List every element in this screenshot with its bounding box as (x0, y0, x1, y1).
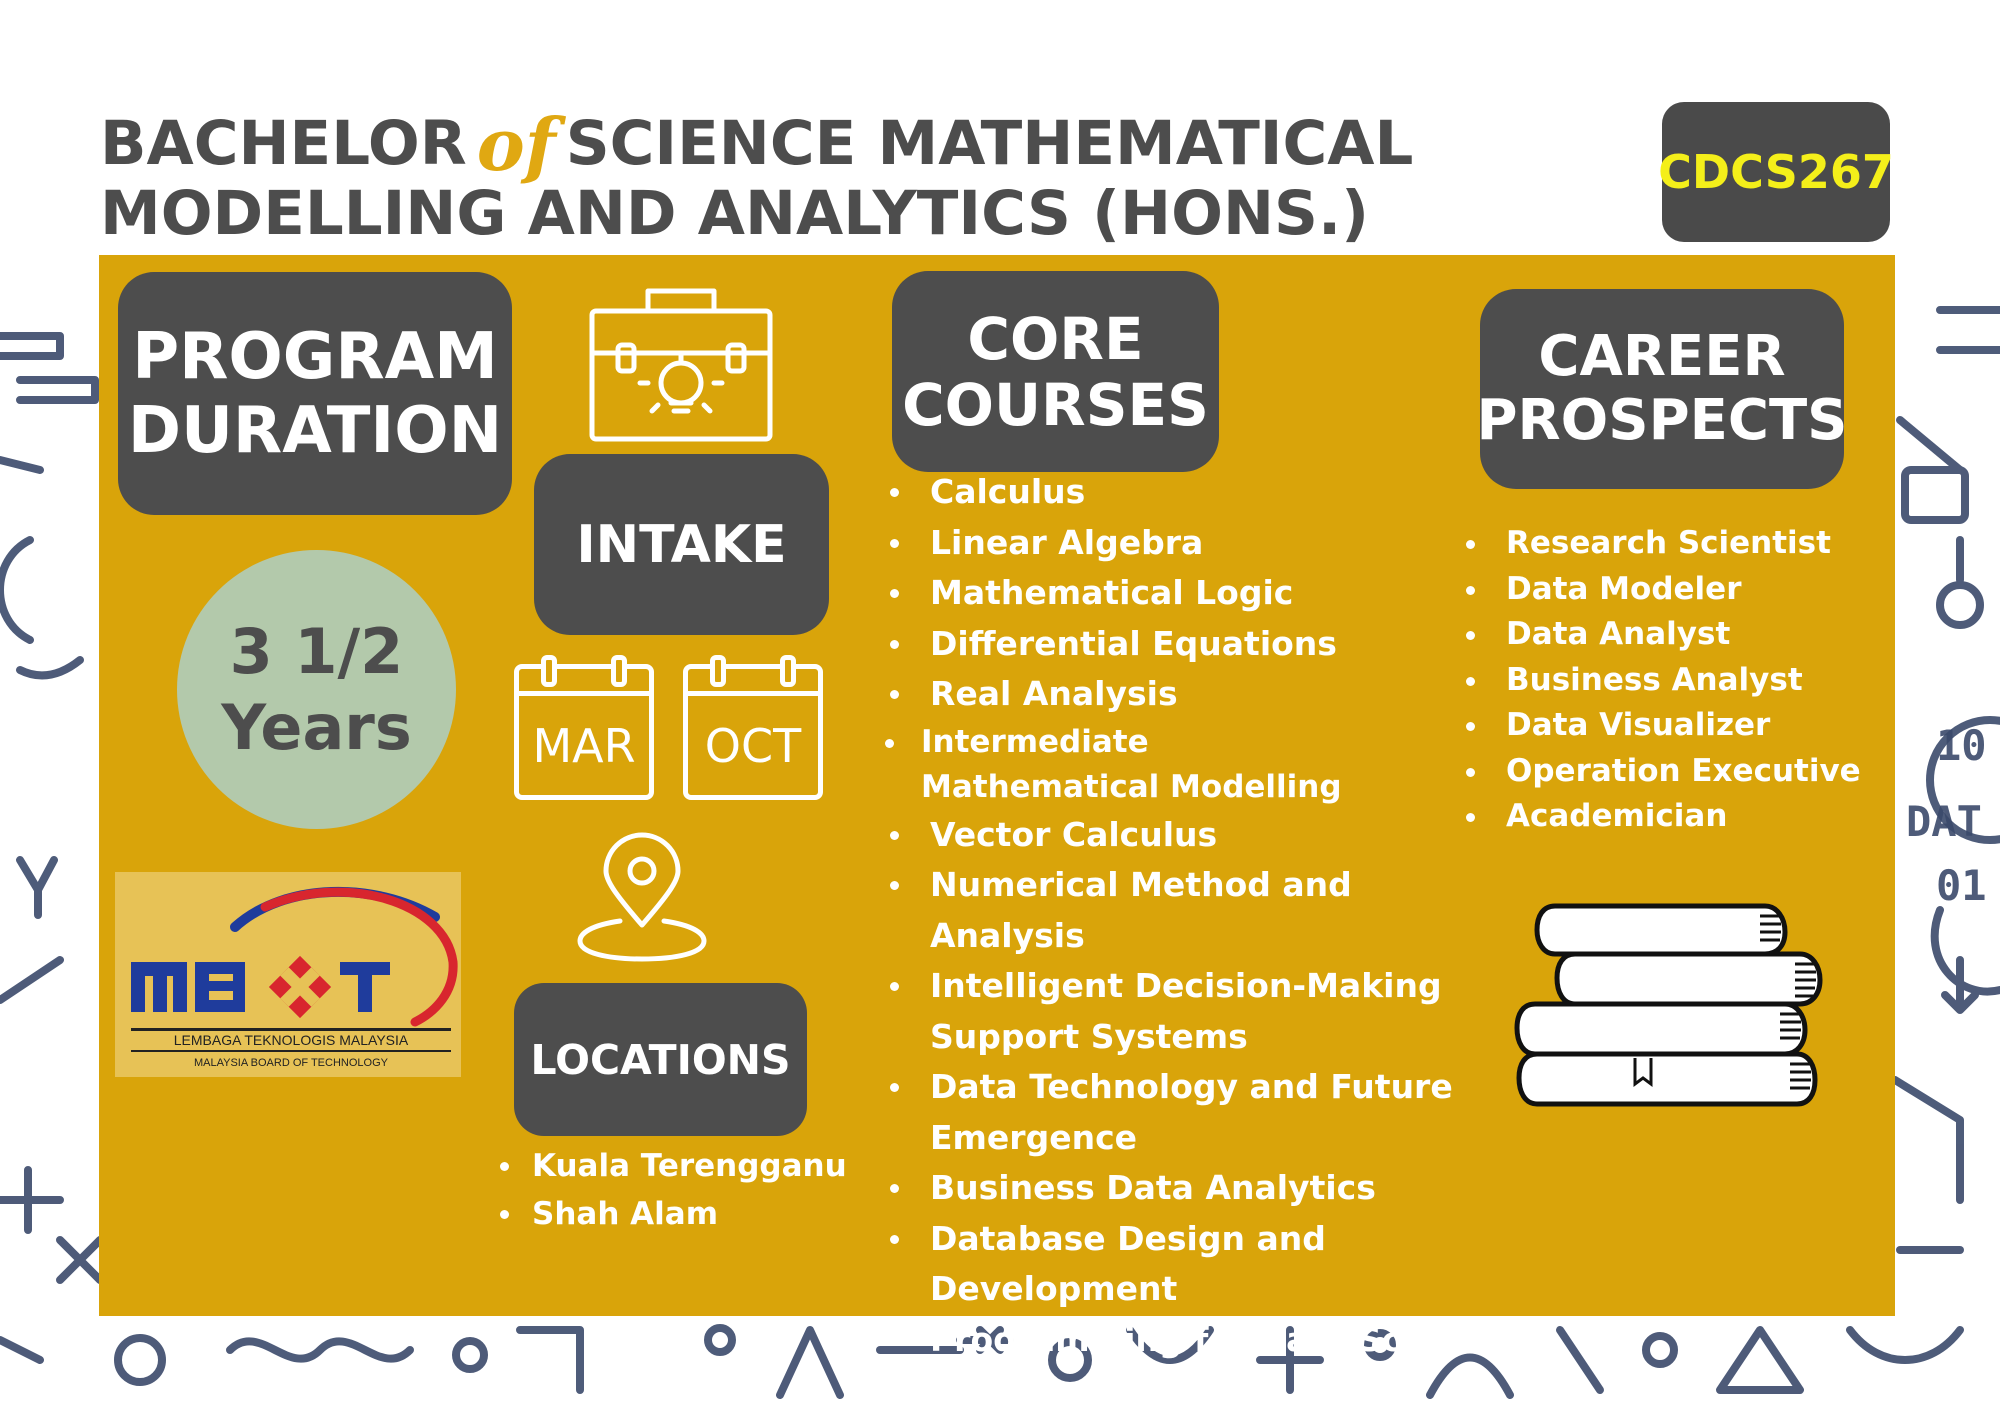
book-stack-icon (1515, 898, 1820, 1108)
mbot-logo (115, 872, 461, 1077)
list-item: Data Technology and Future Emergence (890, 1062, 1470, 1163)
title-part2: SCIENCE MATHEMATICAL (565, 108, 1414, 179)
mbot-line2: MALAYSIA BOARD OF TECHNOLOGY (194, 1057, 388, 1069)
intake-heading: INTAKE (534, 454, 829, 635)
list-item: Calculus (890, 467, 1510, 518)
list-item: Vector Calculus (890, 810, 1510, 861)
list-item: Data Analyst (1466, 612, 1861, 658)
list-item: Research Scientist (1466, 521, 1861, 567)
briefcase-lightbulb-icon (588, 283, 774, 443)
duration-value-line2: Years (221, 690, 412, 764)
title-line2: MODELLING AND ANALYTICS (HONS.) (100, 178, 1369, 249)
program-duration-heading (118, 272, 512, 515)
mbot-logo-graphic (115, 872, 461, 1077)
list-item: Real Analysis (890, 669, 1510, 720)
location-pin-icon (576, 833, 708, 963)
program-code: CDCS267 (1658, 145, 1894, 199)
list-item: Shah Alam (498, 1190, 847, 1238)
calendar-icon (683, 664, 823, 800)
duration-heading-line1: PROGRAM (132, 319, 498, 394)
duration-heading-line2: DURATION (127, 393, 503, 468)
list-item: Linear Algebra (890, 518, 1510, 569)
list-item: Data Modeler (1466, 567, 1861, 613)
career-prospects-list (1466, 521, 1861, 840)
program-code-badge (1658, 102, 1894, 242)
doodle-text-10: 10 (1936, 721, 1987, 770)
career-prospects-heading: CAREER PROSPECTS (1480, 289, 1844, 489)
core-courses-list (890, 467, 1510, 1365)
duration-value-line1: 3 1/2 (229, 614, 404, 688)
list-item: Database Design and Development (890, 1214, 1350, 1315)
list-item: Mathematical Logic (890, 568, 1510, 619)
locations-heading: LOCATIONS (514, 983, 807, 1136)
list-item: Data Visualizer (1466, 703, 1861, 749)
calendar-icon (514, 664, 654, 800)
list-item: Academician (1466, 794, 1861, 840)
mbot-line1: LEMBAGA TEKNOLOGIS MALAYSIA (173, 1032, 409, 1048)
list-item: Intermediate Mathematical Modelling (885, 720, 1381, 810)
intake-month-mar: MAR (532, 719, 636, 773)
title-of: of (476, 102, 556, 187)
list-item: Numerical Method and Analysis (890, 860, 1510, 961)
list-item: Business Analyst (1466, 658, 1861, 704)
list-item: Differential Equations (890, 619, 1510, 670)
duration-value-circle (177, 550, 456, 829)
program-title (100, 104, 1413, 249)
doodle-text-01: 01 (1936, 861, 1987, 910)
list-item: Kuala Terengganu (498, 1142, 847, 1190)
list-item: Programming for Data Science (890, 1315, 1510, 1366)
intake-month-oct: OCT (704, 719, 802, 773)
list-item: Operation Executive (1466, 749, 1861, 795)
list-item: Intelligent Decision-Making Support Systems (890, 961, 1470, 1062)
locations-list (498, 1142, 847, 1238)
doodle-text-dat: DAT (1906, 797, 1982, 846)
title-part1: BACHELOR (100, 108, 467, 179)
core-courses-heading: CORE COURSES (892, 271, 1219, 472)
list-item: Business Data Analytics (890, 1163, 1510, 1214)
